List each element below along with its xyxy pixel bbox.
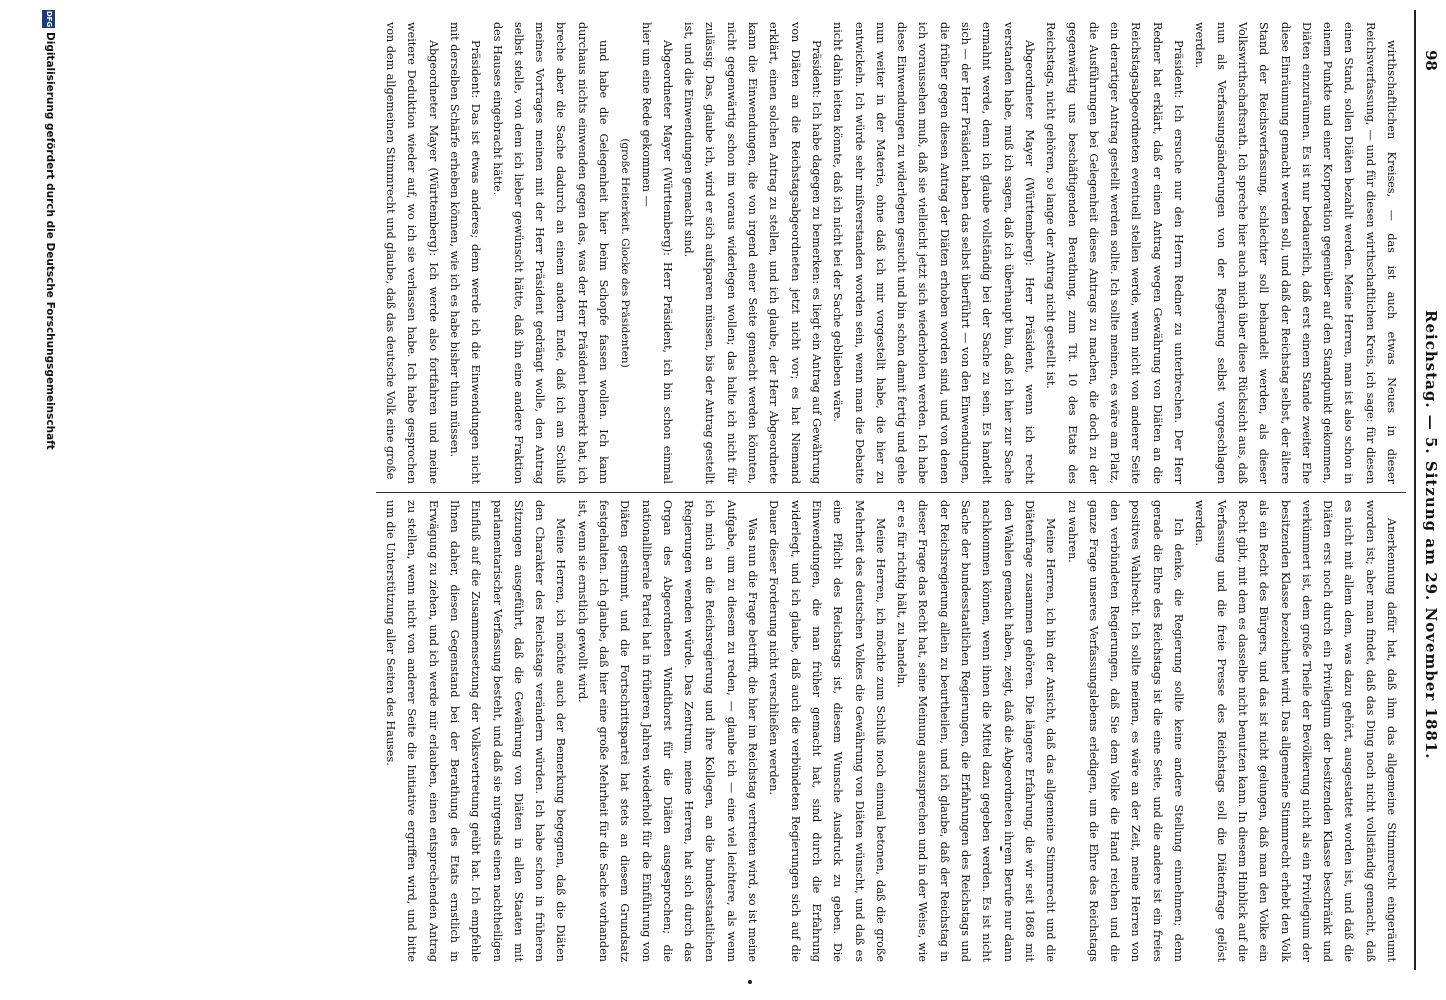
paragraph: Abgeordneter Mayer (Württemberg): Ich werde also fortfahren und meine weitere Deduktion wieder auf, wo ich sie verlassen habe. Ich habe gesprochen von dem allgemeinen Stimmrecht und glaube, daß das deutsche Volk eine große bbox=[384, 22, 440, 484]
page-header bbox=[1416, 10, 1446, 970]
paragraph: Was nun die Frage betrifft, die hier im Reichstag vertreten wird, so ist meine Aufgabe, um zu diesem zu reden, — glaube ich — eine viel leichtere, als wenn ich mich an die Reichsregierung und ihre Kollegen, an die bundesstaatlichen Regierungen wenden würde. Das Zentrum, meine Herren, hat sich durch das Organ des Abgeordneten Windthorst für die Diäten ausgesprochen; die nationalliberale Partei hat in früheren Jahren wiederholt für die Einführung von Diäten gestimmt, und die Fortschrittspartei hat stets an diesem Grundsatz festgehalten. Ich glaube, daß hier eine große Mehrheit für die Sache vorhanden ist, wenn sie ernstlich gewollt wird. bbox=[575, 500, 760, 962]
paragraph: Anerkennung dafür hat, daß ihm das allgemeine Stimmrecht eingeräumt worden ist; aber man findet, daß das Ding noch nicht vollständig gemacht, daß es nicht mit allem dem, was dazu gehört, ausgestattet worden ist, und daß die Diäten erst noch durch ein Privilegium der besitzenden Klasse beschränkt und verkümmert ist, dem große Theile der Bevölkerung nicht als ein Privilegium der besitzenden Klasse bezeichnet wird. Das allgemeine Stimmrecht erhebt den Volk als ein Recht des Bürgers, und das ist nicht gelungen, daß man den Volke ein Recht gibt, mit dem es dasselbe nicht benutzen kann. In diesem Hinblick auf die Verfassung und die freie Presse des Reichstags soll die Diätenfrage gelöst werden. bbox=[1193, 500, 1398, 962]
paragraph: Meine Herren, ich möchte auch der Bemerkung begegnen, daß die Diäten den Charakter des Reichstags verändern würden. Ich habe schon in früheren Sitzungen ausgeführt, daß die Gewährung von Diäten in allen Staaten mit parlamentarischer Verfassung besteht, und daß sie nirgends einen nachtheiligen Einfluß auf die Zusammensetzung der Volksvertretung geübt hat. Ich empfehle Ihnen daher, diesen Gegenstand bei der Berathung des Etats ernstlich in Erwägung zu ziehen, und ich werde mir erlauben, einen entsprechenden Antrag zu stellen, wenn nicht von anderer Seite die Initiative ergriffen wird, und bitte um die Unterstützung aller Seiten des Hauses. bbox=[384, 500, 568, 962]
dfg-logo-icon: DFG bbox=[42, 10, 55, 28]
scan-speck bbox=[1000, 846, 1002, 851]
column-right bbox=[384, 500, 1402, 962]
paragraph: Abgeordneter Mayer (Württemberg): Herr Präsident, wenn ich recht verstanden habe, muß ich sagen, daß ich überhaupt bin, daß ich hier zur Sache ermahnt werde, denn ich glaube vollständig bei der Sache zu sein. Es handelt sich — der Herr Präsident haben das selbst überführt — von den Einwendungen, die früher gegen diesen Antrag der Diäten erhoben worden sind, und von denen ich voraussehen muß, daß sie vielleicht jetzt sich wiederholen werden. Ich habe diese Einwendungen zu widerlegen gesucht und bin schon damit fertig und gehe nun weiter in der Materie, ohne daß ich mir vorgestellt habe, die hier zu entwickeln. Ich würde sehr mißverstanden worden sein, wenn man die Debatte nicht dahin leiten könnte, daß ich nicht bei der Sache geblieben wäre. bbox=[831, 22, 1036, 484]
paragraph: Präsident: Ich habe dagegen zu bemerken: es liegt ein Antrag auf Gewährung von Diäten an die Reichstagsabgeordneten jetzt nicht vor; es hat Niemand erklärt, einen solchen Antrag zu stellen, und ich glaube, der Herr Abgeordnete kann die Einwendungen, die von irgend einer Seite gemacht werden könnten, nicht gegenwärtig schon im voraus widerlegen wollen; das halte ich nicht für zulässig. Das, glaube ich, wird er sich aufsparen müssen, bis der Antrag gestellt ist, und die Einwendungen gemacht sind. bbox=[682, 22, 823, 484]
digitization-footer bbox=[34, 10, 58, 970]
column-left bbox=[384, 22, 1402, 484]
paragraph: Ich denke, die Regierung sollte keine andere Stellung einnehmen; denn gerade die Ehre des Reichstags ist die eine Seite, und die andere ist ein freies positives Wahlrecht. Ich sollte meinen, es wäre an der Zeit, meine Herren von den verbündeten Regierungen, daß Sie dem Volke die Hand reichen und die ganze Frage unseres Verfassungslebens erledigen, um die Ehre des Reichstags zu wahren. bbox=[1065, 500, 1186, 962]
column-divider bbox=[376, 492, 1406, 493]
header-rule bbox=[1414, 10, 1416, 970]
paragraph: Meine Herren, ich möchte zum Schluß noch einmal betonen, daß die große Mehrheit des deutschen Volkes die Gewährung von Diäten wünscht, und daß es eine Pflicht des Reichstags ist, diesem Wunsche Ausdruck zu geben. Die Einwendungen, die man früher gemacht hat, sind durch die Erfahrung widerlegt, und ich glaube, daß auch die verbündeten Regierungen sich auf die Dauer dieser Forderung nicht verschließen werden. bbox=[767, 500, 887, 962]
rotated-document bbox=[26, 10, 1446, 970]
paragraph: Abgeordneter Mayer (Württemberg): Herr Präsident, ich bin schon einmal hier um eine Rede gekommen — bbox=[639, 22, 674, 484]
page-number: 98 bbox=[1422, 50, 1440, 71]
paragraph: Meine Herren, ich bin der Ansicht, daß das allgemeine Stimmrecht und die Diätenfrage zusammen gehören. Die längere Erfahrung, die wir seit 1868 mit den Wahlen gemacht haben, zeigt, daß die Abgeordneten ihrem Berufe nur dann nachkommen können, wenn ihnen die Mittel dazu gegeben werden. Es ist nicht Sache der bundesstaatlichen Regierungen, die Erfahrungen des Reichstags und der Reichsregierung allein zu beurtheilen, und ich glaube, daß der Reichstag in dieser Frage das Recht hat, seine Meinung auszusprechen und in der Weise, wie er es für richtig hält, zu handeln. bbox=[895, 500, 1058, 962]
page-title: Reichstag. — 5. Sitzung am 29. November 1881. bbox=[1422, 310, 1440, 760]
paragraph: Präsident: Ich ersuche nur den Herrn Redner zu unterbrechen. Der Herr Redner hat erklärt, daß er einen Antrag wegen Gewährung von Diäten an die Reichstagsabgeordneten eventuell stellen werde, wenn nicht von anderer Seite ein derartiger Antrag gestellt werden sollte. Ich sollte meinen, es wäre am Platz, die Ausführungen bei Gelegenheit dieses Antrags zu machen, die doch zu der gegenwärtig uns beschäftigenden Berathung, zum Tit. 10 des Etats des Reichstags, nicht gehören, so lange der Antrag nicht gestellt ist. bbox=[1044, 22, 1186, 484]
paragraph: und habe die Gelegenheit hier beim Schopfe fassen wollen. Ich kann durchaus nichts einwenden gegen das, was der Herr Präsident bemerkt hat, ich breche aber die Sache dadurch an einem andern Ende, daß ich am Schluß meines Vortrages meinen mit der Herr Präsident gedrängt wolle, den Antrag selbst stelle, von dem ich lieber gewünscht hätte, daß ihn eine andere Fraktion des Hauses eingebracht hätte. bbox=[490, 22, 611, 484]
digitization-credit: Digitalisierung gefördert durch die Deutsche Forschungsgemeinschaft bbox=[44, 32, 56, 450]
paragraph: wirthschaftlichen Kreises, — das ist auch etwas Neues in dieser Reichsverfassung, — und für diesen wirthschaftlichen Kreis, ich sage: für diesen einen Stand, sollen Diäten bezahlt werden. Meine Herren, man ist also schon in einem Punkte und einer Korporation gegenüber auf den Standpunkt gekommen, Diäten einzuräumen. Es ist nur bedauerlich, daß erst einem Stande zweiter Ehe diese Einräumung gemacht werden soll, und daß der Reichstag selbst, der ältere Stand der Reichsverfassung, schlechter soll behandelt werden, als dieser Volkswirthschaftsrath. Ich spreche hier auch mich über diese Rücksicht aus, daß nun als Verfassungsänderungen von der Regierung selbst vorgeschlagen werden. bbox=[1193, 22, 1398, 484]
paragraph: Präsident: Das ist etwas anderes; denn werde ich die Einwendungen nicht mit derselben Schärfe erheben können, wie ich es habe bisher thun müssen. bbox=[447, 22, 483, 484]
stage-direction: (große Heiterkeit. Glocke des Präsidenten) bbox=[619, 138, 632, 368]
scan-speck bbox=[748, 980, 752, 984]
